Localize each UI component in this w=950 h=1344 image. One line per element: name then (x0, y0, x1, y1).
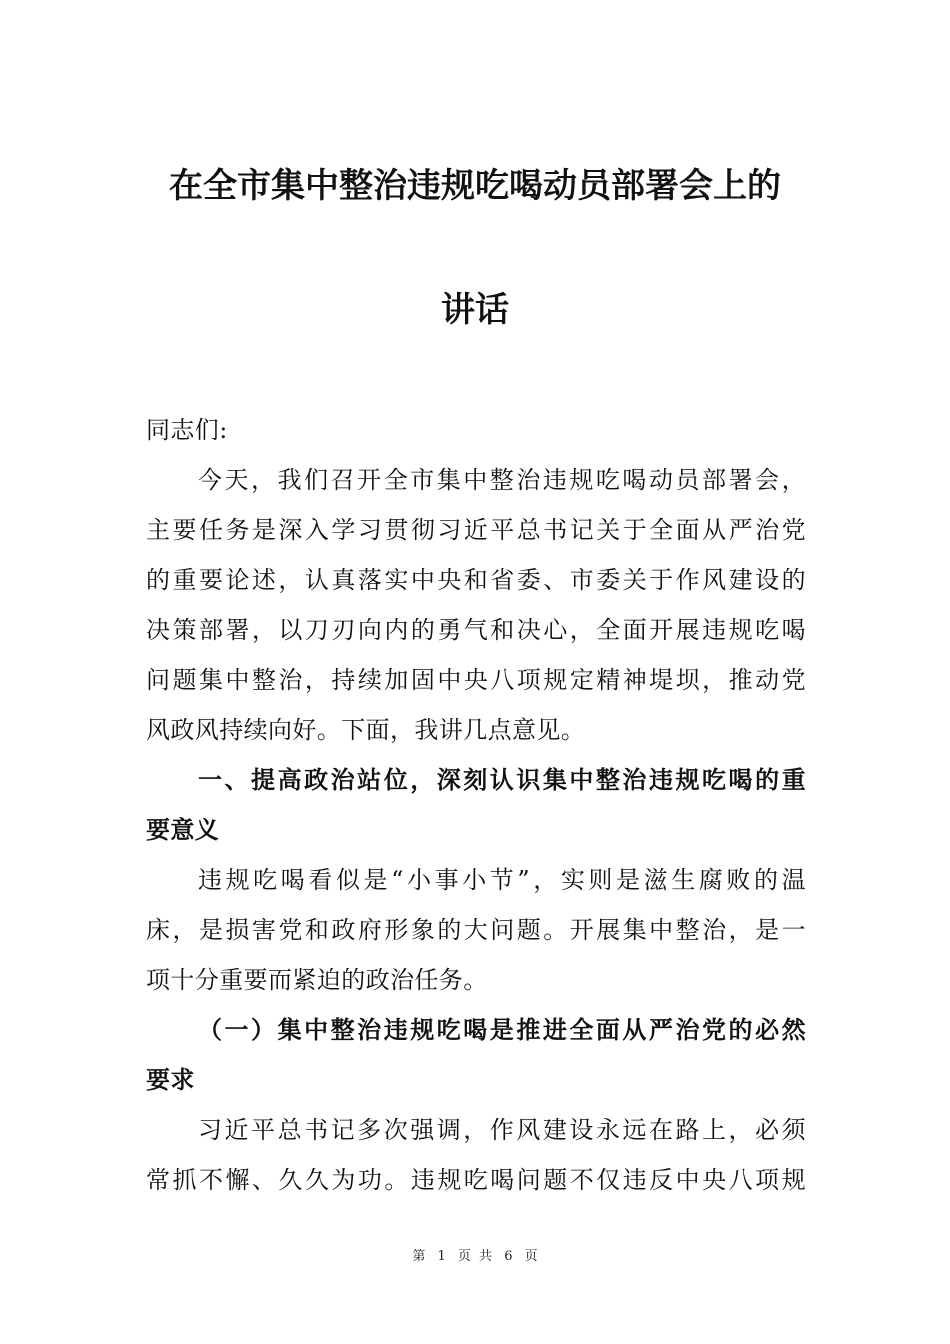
paragraph-line: 问题集中整治，持续加固中央八项规定精神堤坝，推动党 (146, 666, 806, 694)
subsection-heading-line: 要求 (146, 1066, 195, 1094)
page-footer (0, 1245, 950, 1264)
section-heading-line: 一、提高政治站位，深刻认识集中整治违规吃喝的重 (198, 766, 806, 794)
paragraph-line: 决策部署，以刀刃向内的勇气和决心，全面开展违规吃喝 (146, 616, 806, 644)
paragraph-line: 的重要论述，认真落实中央和省委、市委关于作风建设的 (146, 566, 806, 594)
paragraph-line: 常抓不懈、久久为功。违规吃喝问题不仅违反中央八项规 (146, 1166, 806, 1194)
footer-page-number: 1 (437, 1249, 446, 1264)
paragraph-line: 习近平总书记多次强调，作风建设永远在路上，必须 (198, 1116, 806, 1144)
document-title-line-1: 在全市集中整治违规吃喝动员部署会上的 (169, 166, 781, 206)
paragraph-line: 风政风持续向好。下面，我讲几点意见。 (146, 716, 586, 744)
paragraph-line: 床，是损害党和政府形象的大问题。开展集中整治，是一 (146, 916, 806, 944)
paragraph-line: 违规吃喝看似是“小事小节”，实则是滋生腐败的温 (198, 866, 806, 894)
subsection-heading-line: （一）集中整治违规吃喝是推进全面从严治党的必然 (198, 1016, 806, 1044)
footer-suffix: 页 (524, 1249, 538, 1264)
footer-total-pages: 6 (504, 1249, 513, 1264)
salutation: 同志们: (146, 416, 228, 444)
paragraph-line: 主要任务是深入学习贯彻习近平总书记关于全面从严治党 (146, 516, 806, 544)
paragraph-line: 项十分重要而紧迫的政治任务。 (146, 966, 488, 994)
footer-prefix: 第 (412, 1249, 426, 1264)
footer-middle: 页 共 (457, 1249, 493, 1264)
paragraph-line: 今天，我们召开全市集中整治违规吃喝动员部署会， (198, 466, 806, 494)
document-title-line-2: 讲话 (441, 290, 509, 330)
section-heading-line: 要意义 (146, 816, 220, 844)
